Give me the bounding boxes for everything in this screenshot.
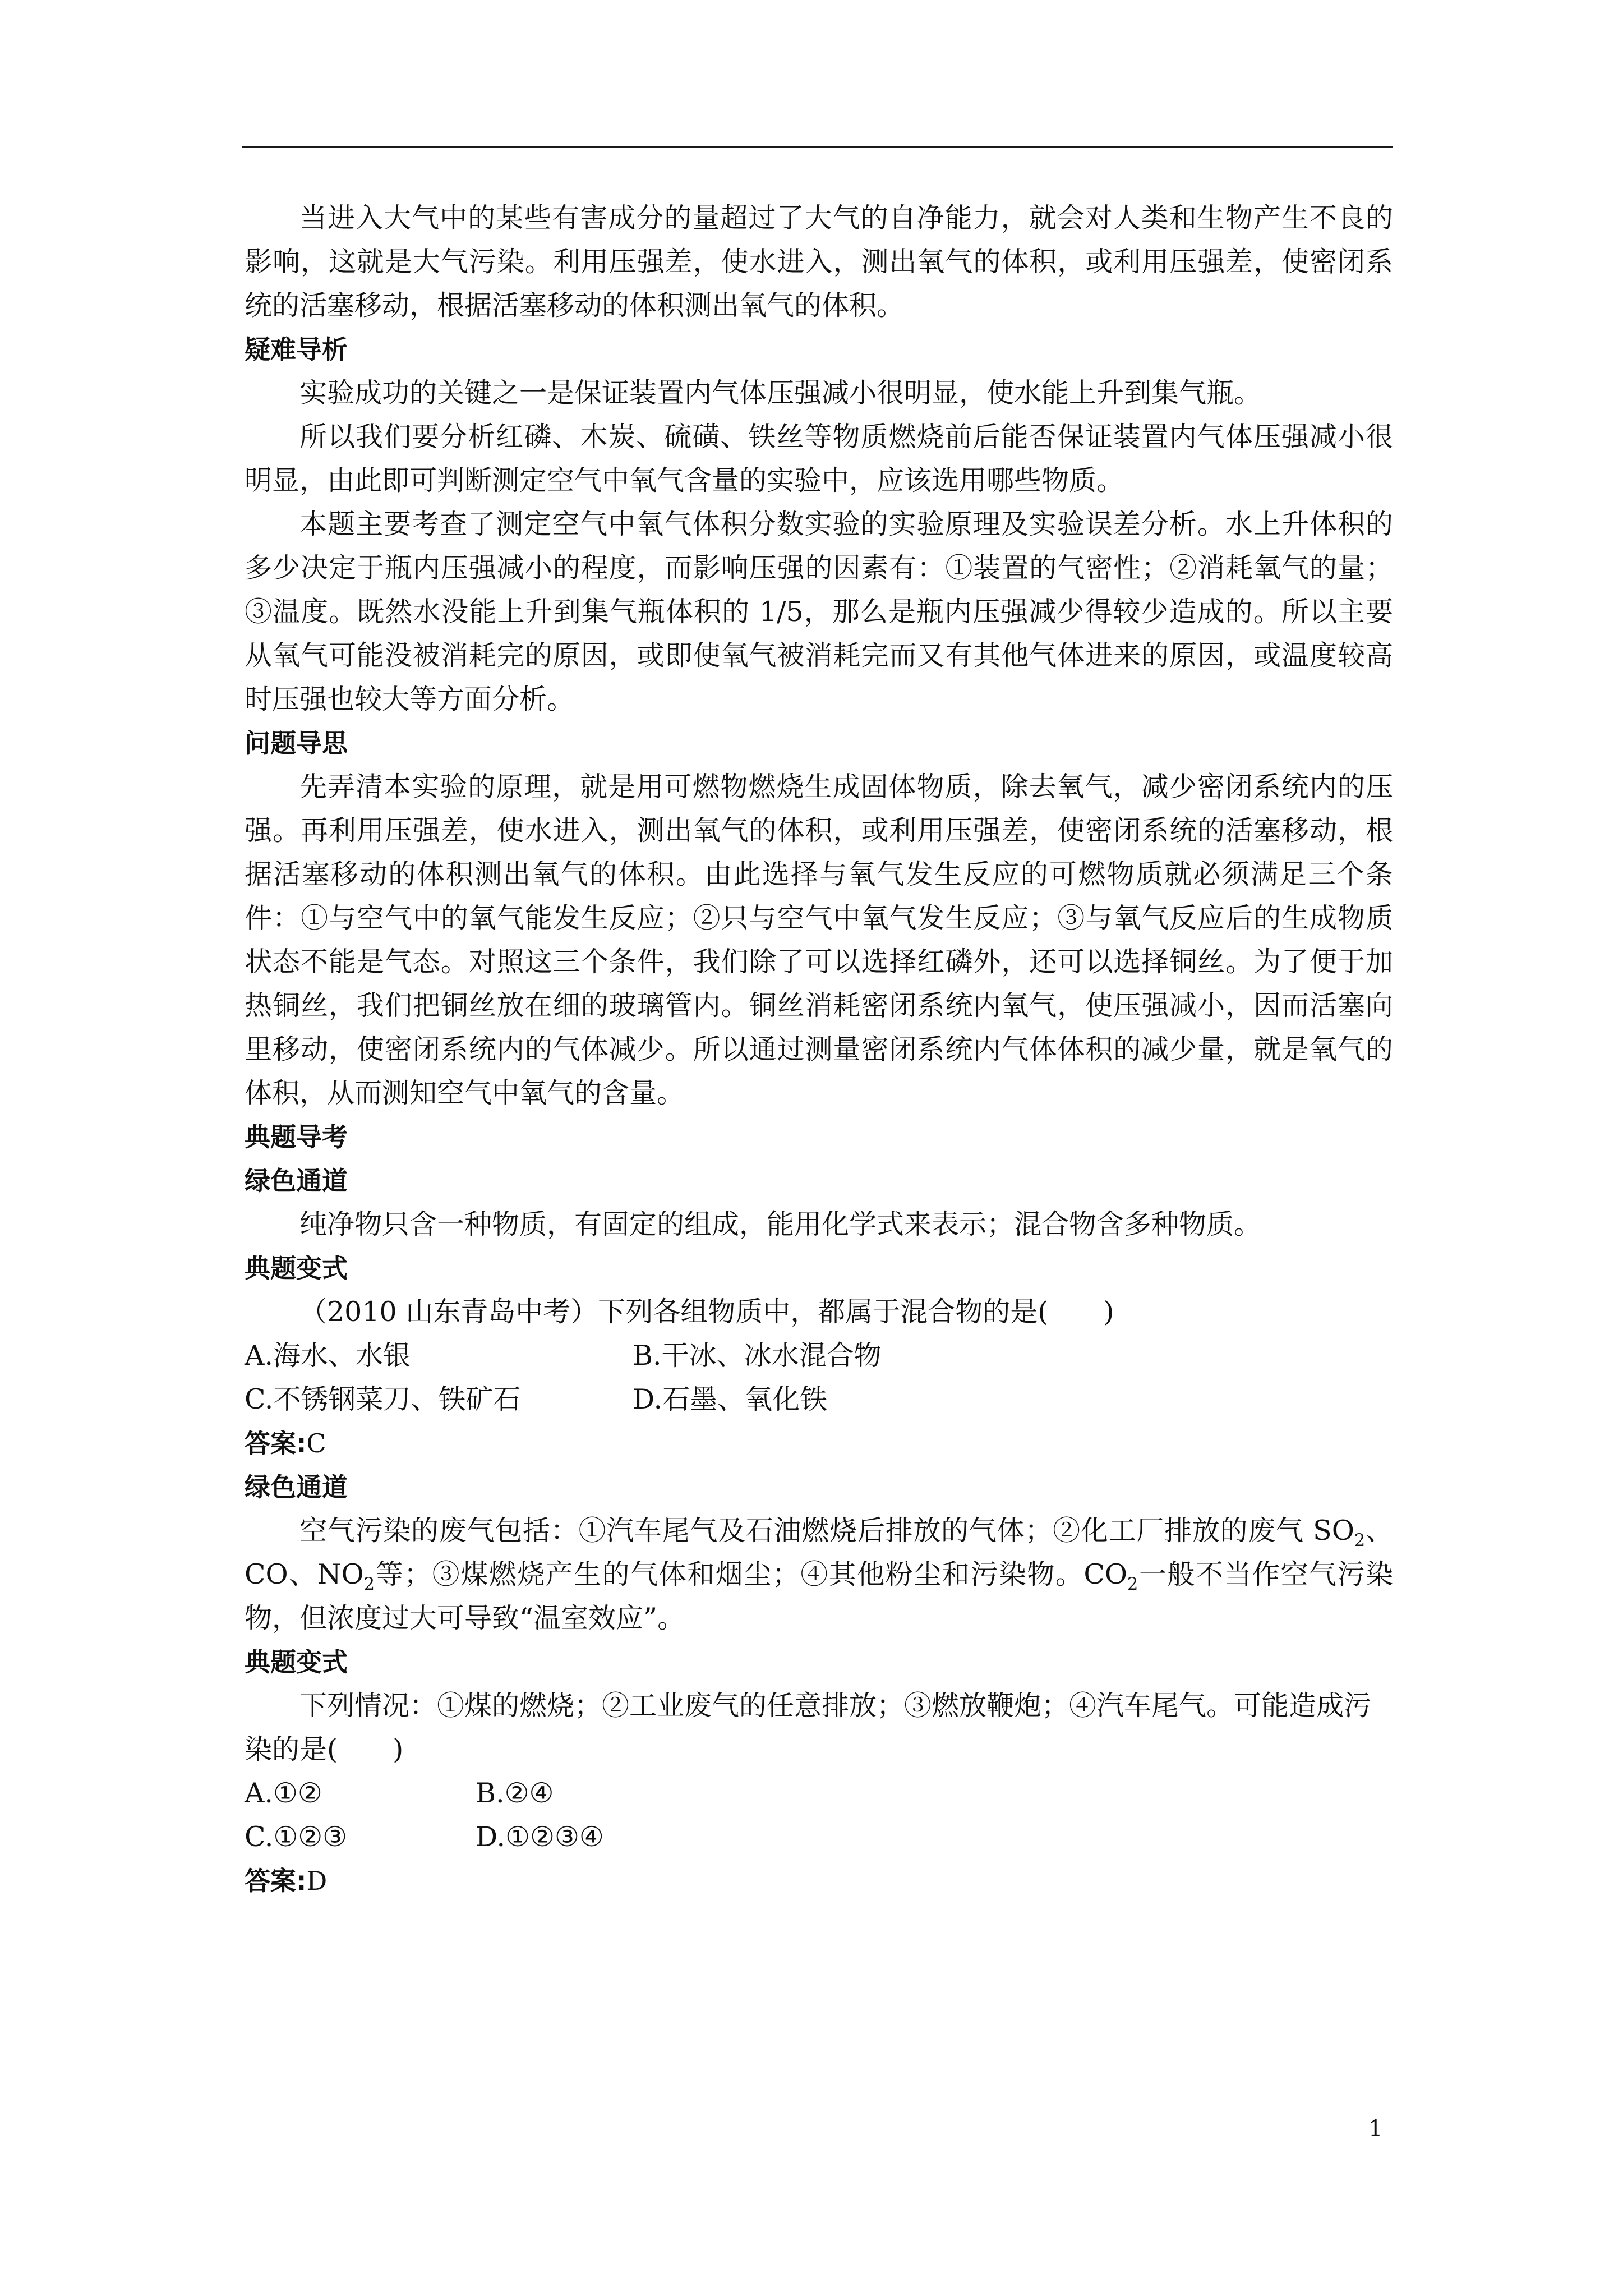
heading-thinking: 问题导思 <box>245 728 348 758</box>
question-2-stem: 下列情况：①煤的燃烧；②工业废气的任意排放；③燃放鞭炮；④汽车尾气。可能造成污染的是( ) <box>245 1690 1372 1765</box>
question-1-options-row-2 <box>245 1378 1393 1421</box>
question-2-option-c: C.①②③ <box>245 1821 348 1853</box>
green-2-text-3: 等；③煤燃烧产生的气体和烟尘；④其他粉尘和污染物。CO <box>375 1558 1128 1590</box>
green-paragraph-1: 纯净物只含一种物质，有固定的组成，能用化学式来表示；混合物含多种物质。 <box>299 1208 1262 1240</box>
question-1-option-d: D.石墨、氧化铁 <box>633 1383 828 1415</box>
heading-green-2: 绿色通道 <box>245 1472 348 1502</box>
question-1-options-row-1 <box>245 1334 1393 1378</box>
header-rule <box>242 146 1393 148</box>
question-2-answer <box>245 1859 1393 1903</box>
question-2-option-d: D.①②③④ <box>476 1821 604 1853</box>
answer-value: D <box>306 1866 328 1896</box>
question-2-option-a: A.①② <box>245 1777 322 1809</box>
heading-difficulty: 疑难导析 <box>245 334 348 365</box>
green-2-text-2: 、CO、NO <box>245 1515 1393 1590</box>
heading-green-1: 绿色通道 <box>245 1166 348 1196</box>
heading-variant-2: 典题变式 <box>245 1647 348 1677</box>
no2-subscript: 2 <box>363 1574 375 1594</box>
document-body <box>245 196 1393 1903</box>
heading-variant-1: 典题变式 <box>245 1253 348 1283</box>
green-2-text-4: 一般不当作空气污染物，但浓度过大可导致“温室效应”。 <box>245 1558 1393 1634</box>
question-1-option-c: C.不锈钢菜刀、铁矿石 <box>245 1383 521 1415</box>
difficulty-paragraph-1: 实验成功的关键之一是保证装置内气体压强减小很明显，使水能上升到集气瓶。 <box>299 377 1262 409</box>
intro-paragraph: 当进入大气中的某些有害成分的量超过了大气的自净能力，就会对人类和生物产生不良的影响，这就是大气污染。利用压强差，使水进入，测出氧气的体积，或利用压强差，使密闭系统的活塞移动，根据活塞移动的体积测出氧气的体积。 <box>245 202 1393 321</box>
answer-value: C <box>306 1428 326 1458</box>
question-1-option-a: A.海水、水银 <box>245 1340 411 1372</box>
question-2-options-row-1 <box>245 1772 1393 1815</box>
difficulty-paragraph-3: 本题主要考查了测定空气中氧气体积分数实验的实验原理及实验误差分析。水上升体积的多少决定于瓶内压强减小的程度，而影响压强的因素有：①装置的气密性；②消耗氧气的量；③温度。既然水没能上升到集气瓶体积的 1/5，那么是瓶内压强减少得较少造成的。所以主要从氧气可能没被消耗完的原因，或即使氧气被消耗完而又有其他气体进来的原因，或温度较高时压强也较大等方面分析。 <box>245 508 1393 715</box>
heading-typical: 典题导考 <box>245 1122 348 1152</box>
page-number: 1 <box>1368 2116 1383 2142</box>
co2-subscript: 2 <box>1127 1574 1138 1594</box>
green-2-text-1: 空气污染的废气包括：①汽车尾气及石油燃烧后排放的气体；②化工厂排放的废气 SO <box>299 1515 1354 1547</box>
difficulty-paragraph-2: 所以我们要分析红磷、木炭、硫磺、铁丝等物质燃烧前后能否保证装置内气体压强减小很明显，由此即可判断测定空气中氧气含量的实验中，应该选用哪些物质。 <box>245 421 1393 496</box>
thinking-paragraph: 先弄清本实验的原理，就是用可燃物燃烧生成固体物质，除去氧气，减少密闭系统内的压强。再利用压强差，使水进入，测出氧气的体积，或利用压强差，使密闭系统的活塞移动，根据活塞移动的体积测出氧气的体积。由此选择与氧气发生反应的可燃物质就必须满足三个条件：①与空气中的氧气能发生反应；②只与空气中氧气发生反应；③与氧气反应后的生成物质状态不能是气态。对照这三个条件，我们除了可以选择红磷外，还可以选择铜丝。为了便于加热铜丝，我们把铜丝放在细的玻璃管内。铜丝消耗密闭系统内氧气，使压强减小，因而活塞向里移动，使密闭系统内的气体减少。所以通过测量密闭系统内气体体积的减少量，就是氧气的体积，从而测知空气中氧气的含量。 <box>245 771 1393 1109</box>
answer-label: 答案: <box>245 1428 307 1458</box>
question-2-options-row-2 <box>245 1815 1393 1859</box>
green-paragraph-2 <box>245 1509 1393 1640</box>
answer-label: 答案: <box>245 1866 307 1896</box>
so2-subscript: 2 <box>1354 1530 1366 1550</box>
question-1-stem: （2010 山东青岛中考）下列各组物质中，都属于混合物的是( ) <box>299 1296 1114 1328</box>
question-2-option-b: B.②④ <box>476 1777 554 1809</box>
question-1-option-b: B.干冰、冰水混合物 <box>633 1340 882 1372</box>
question-1-answer <box>245 1421 1393 1465</box>
